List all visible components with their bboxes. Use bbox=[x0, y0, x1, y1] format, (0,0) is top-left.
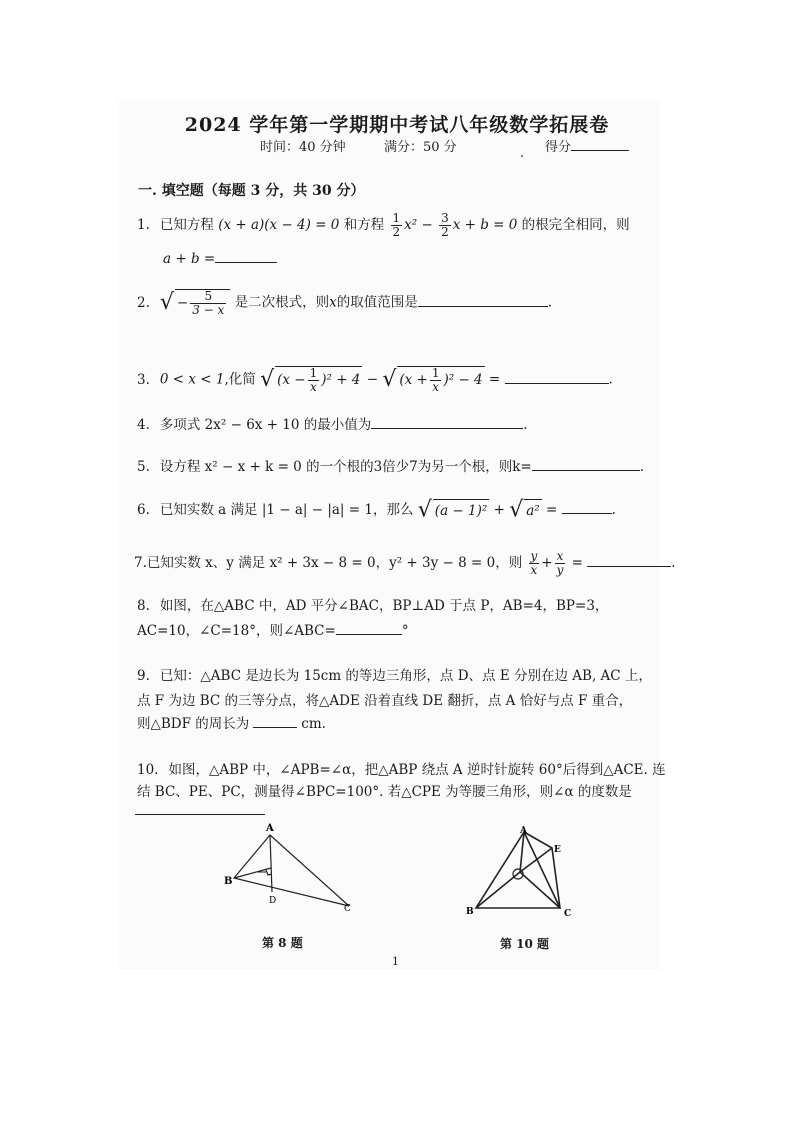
full-score-info: 满分：50 分 bbox=[384, 140, 457, 155]
question-6: 6. 已知实数 a 满足 |1 − a| − |a| = 1，那么 √ (a − 1)² + √ a² = . bbox=[137, 497, 616, 523]
exam-title: 2024 学年第一学期期中考试八年级数学拓展卷 bbox=[184, 114, 610, 136]
question-5: 5. 设方程 x² − x + k = 0 的一个根的3倍少7为另一个根，则k= . bbox=[137, 456, 644, 477]
page-mark: 1 bbox=[392, 955, 399, 968]
fig8-label-d: D bbox=[269, 896, 277, 906]
figure-8 bbox=[222, 820, 362, 915]
question-8: 8. 如图，在△ABC 中，AD 平分∠BAC，BP⊥AD 于点 P，AB=4，BP=3， bbox=[137, 598, 609, 614]
question-9-line2: 点 F 为边 BC 的三等分点，将△ADE 沿着直线 DE 翻折，点 A 恰好与点 F 重合， bbox=[137, 693, 633, 709]
fig8-label-c: C bbox=[344, 904, 351, 914]
time-info: 时间：40 分钟 bbox=[260, 140, 346, 155]
fig10-label-b: B bbox=[466, 907, 474, 917]
figure-10-caption: 第 10 题 bbox=[500, 937, 550, 951]
question-8-line2: AC=10，∠C=18°，则∠ABC= ° bbox=[137, 620, 409, 641]
section-heading: 一. 填空题（每题 3 分，共 30 分） bbox=[138, 183, 365, 199]
fig10-label-e: E bbox=[554, 845, 561, 855]
question-3: 3. 0 < x < 1,化简 √ (x − $\frac{1}{x}$ )² + 4 − √ (x + $\frac{1}{x}$ )² − 4 = . bbox=[137, 366, 613, 394]
question-1-answer: a + b = bbox=[163, 248, 277, 269]
figure-8-caption: 第 8 题 bbox=[262, 936, 303, 950]
question-1: 1. 已知方程 (x + a)(x − 4) = 0 和方程 $\frac{1}{2}$ x² − $\frac{3}{2}$ x + b = 0 的根完全相同，则 bbox=[137, 211, 630, 239]
question-9: 9. 已知：△ABC 是边长为 15cm 的等边三角形，点 D、点 E 分别在边 AB, AC 上， bbox=[137, 668, 652, 684]
fig8-label-b: B bbox=[224, 876, 233, 887]
question-9-line3: 则△BDF 的周长为 cm. bbox=[137, 713, 326, 734]
question-10-answer-blank bbox=[135, 814, 265, 815]
question-10-line2: 结 BC、PE、PC，测量得∠BPC=100°. 若△CPE 为等腰三角形，则∠α 的度数是 bbox=[137, 784, 632, 800]
fig10-label-a: A bbox=[520, 826, 527, 836]
question-2: 2. √ − $\frac{5}{3 - x}$ 是二次根式，则x的取值范围是 . bbox=[137, 289, 553, 317]
fig10-label-c: C bbox=[564, 909, 572, 919]
question-4: 4. 多项式 2x² − 6x + 10 的最小值为 . bbox=[137, 414, 528, 435]
question-7: 7.已知实数 x、y 满足 x² + 3x − 8 = 0，y² + 3y − 8 = 0，则 $\frac{y}{x}$ + $\frac{x}{y}$ = . bbox=[134, 549, 676, 577]
question-10: 10. 如图，△ABP 中，∠APB=∠α，把△ABP 绕点 A 逆时针旋转 60°后得到△ACE. 连 bbox=[137, 762, 666, 778]
fig8-label-a: A bbox=[266, 823, 274, 834]
score-field: 得分 bbox=[545, 136, 629, 155]
figure-10 bbox=[460, 822, 580, 922]
